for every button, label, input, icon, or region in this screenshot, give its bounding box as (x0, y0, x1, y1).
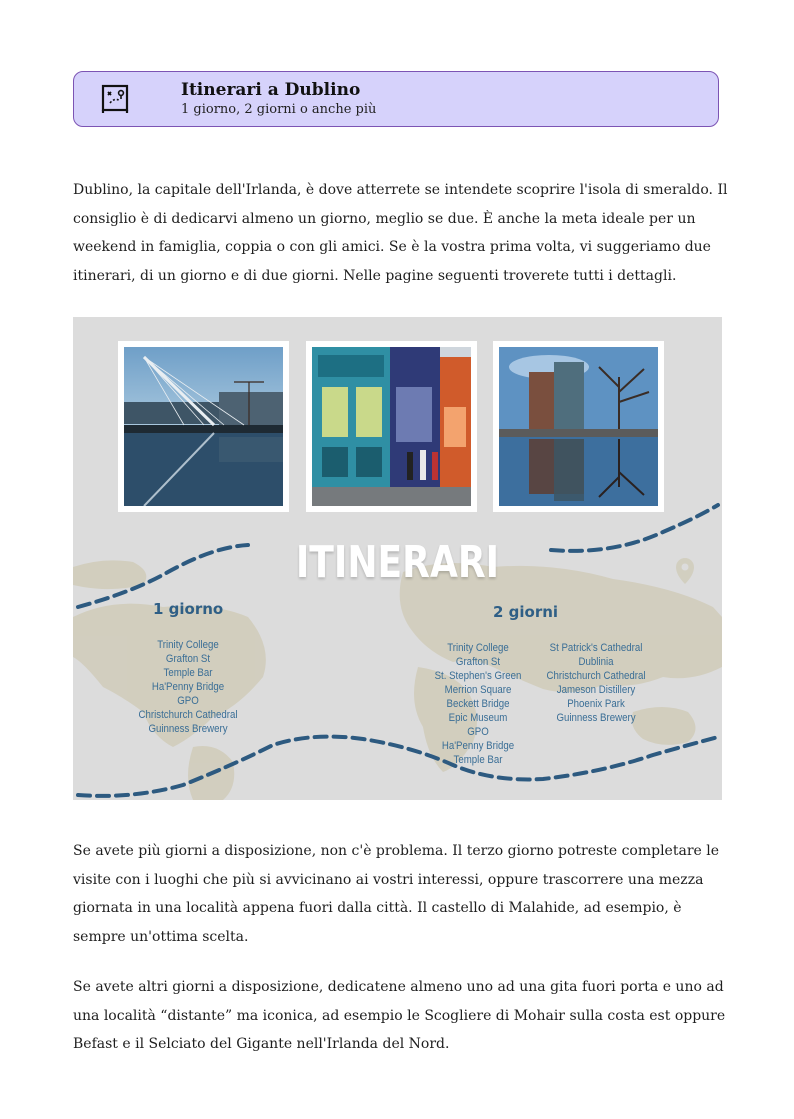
extra-days-paragraph: Se avete più giorni a disposizione, non c'è problema. Il terzo giorno potreste completare le visite con i luoghi che più si avvicinano ai vostri interessi, oppure trascorrere una mezza giornata in una località appena fuori dalla città. Il castello di Malahide, ad esempio, è sempre un'ottima scelta. (73, 843, 720, 945)
list-item: Grafton St (455, 656, 501, 668)
list-item: Jameson Distillery (556, 684, 636, 696)
list-item: Ha'Penny Bridge (151, 681, 225, 693)
list-item: Grafton St (165, 653, 211, 665)
day2-places-column-1 (421, 641, 535, 767)
header-box (73, 71, 719, 127)
list-item: St. Stephen's Green (434, 670, 522, 682)
list-item: Christchurch Cathedral (138, 709, 238, 721)
graphic-title: ITINERARI (295, 537, 500, 588)
list-item: GPO (467, 726, 489, 738)
list-item: Epic Museum (448, 712, 508, 724)
page-subtitle: 1 giorno, 2 giorni o anche più (181, 102, 377, 117)
day2-places-column-2 (539, 641, 653, 725)
intro-paragraph: Dublino, la capitale dell'Irlanda, è dove atterrete se intendete scoprire l'isola di smeraldo. Il consiglio è di dedicarvi almeno un giorno, meglio se due. È anche la meta ideale per un weekend in famiglia, coppia o con gli amici. Se è la vostra prima volta, vi suggeriamo due itinerari, di un giorno e di due giorni. Nelle pagine seguenti troverete tutti i dettagli. (73, 182, 728, 284)
list-item: Guinness Brewery (556, 712, 636, 724)
list-item: Trinity College (157, 639, 219, 651)
list-item: Trinity College (447, 642, 509, 654)
list-item: Dublinia (578, 656, 614, 668)
list-item: GPO (177, 695, 199, 707)
day1-places (131, 638, 245, 736)
page-title: Itinerari a Dublino (181, 80, 361, 100)
list-item: Guinness Brewery (148, 723, 228, 735)
photo-modern-building-reflection (493, 341, 664, 512)
photo-temple-bar-shops (306, 341, 477, 512)
day1-label: 1 giorno (153, 600, 224, 618)
list-item: Christchurch Cathedral (546, 670, 646, 682)
day-trips-paragraph: Se avete altri giorni a disposizione, dedicatene almeno uno ad una gita fuori porta e uno ad una località “distante” ma iconica, ad esempio le Scogliere di Mohair sulla costa est oppure Befast e il Selciato del Gigante nell'Irlanda del Nord. (73, 979, 726, 1052)
list-item: Merrion Square (444, 684, 512, 696)
list-item: Temple Bar (163, 667, 213, 679)
day2-label: 2 giorni (493, 603, 559, 621)
itinerary-graphic (73, 317, 722, 800)
list-item: St Patrick's Cathedral (549, 642, 643, 654)
photo-samuel-beckett-bridge (118, 341, 289, 512)
map-icon (99, 83, 131, 115)
list-item: Ha'Penny Bridge (441, 740, 515, 752)
list-item: Temple Bar (453, 754, 503, 766)
list-item: Beckett Bridge (446, 698, 510, 710)
list-item: Phoenix Park (567, 698, 625, 710)
